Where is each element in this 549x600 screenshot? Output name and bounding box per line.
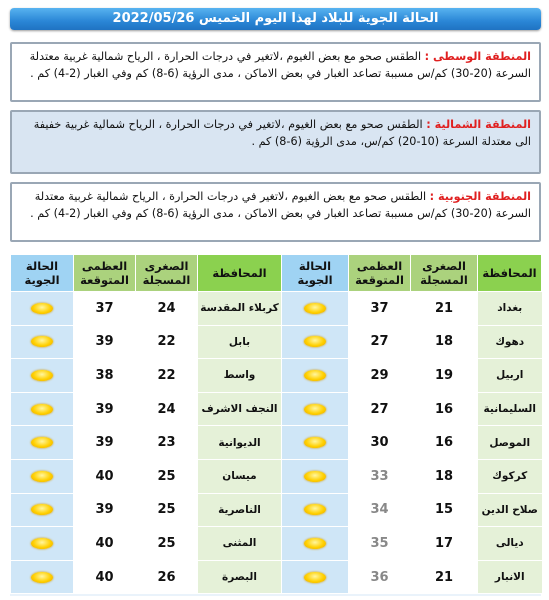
min-temp: 25 (136, 459, 198, 493)
max-temp: 40 (74, 560, 136, 594)
region-name: المنطقة الجنوبية : (429, 190, 531, 203)
condition-cell (282, 426, 349, 460)
min-temp: 22 (136, 325, 198, 359)
sun-icon (31, 572, 53, 583)
table-row (11, 493, 542, 527)
header-min: الصغرى المسجلة (411, 255, 478, 292)
min-temp: 25 (136, 493, 198, 527)
min-temp: 18 (411, 459, 478, 493)
max-temp: 40 (74, 527, 136, 561)
header-max: العظمى المتوقعة (349, 255, 411, 292)
governorate-name: كربلاء المقدسة (198, 292, 282, 326)
governorate-name: بابل (198, 325, 282, 359)
condition-cell (282, 292, 349, 326)
region-text: الطقس صحو مع بعض الغيوم ،لاتغير في درجات الحرارة ، الرياح شمالية غربية معتدلة السرعة (20-30) كم/س مسببة تصاعد الغبار في بعض الاماكن ، مدى الرؤية (6-8) كم وفي الغبار (2-4) كم . (30, 190, 531, 220)
sun-icon (304, 404, 326, 415)
governorate-name: كركوك (478, 459, 542, 493)
max-temp: 38 (74, 359, 136, 393)
table-header-row (11, 255, 542, 292)
governorate-name: دهوك (478, 325, 542, 359)
sun-icon (304, 370, 326, 381)
min-temp: 21 (411, 560, 478, 594)
max-temp: 35 (349, 527, 411, 561)
condition-cell (282, 459, 349, 493)
header-condition: الحالة الجوية (11, 255, 74, 292)
sun-icon (304, 538, 326, 549)
min-temp: 16 (411, 392, 478, 426)
governorate-name: البصرة (198, 560, 282, 594)
max-temp: 39 (74, 426, 136, 460)
condition-cell (282, 392, 349, 426)
table-row (11, 560, 542, 594)
sun-icon (304, 471, 326, 482)
region-text: الطقس صحو مع بعض الغيوم ،لاتغير في درجات الحرارة ، الرياح شمالية غربية خفيفة الى معتدلة السرعة (10-20) كم/س، مدى الرؤية (6-8) كم . (33, 118, 531, 148)
governorate-name: النجف الاشرف (198, 392, 282, 426)
governorate-name: السليمانية (478, 392, 542, 426)
min-temp: 19 (411, 359, 478, 393)
max-temp: 36 (349, 560, 411, 594)
region-north (10, 110, 541, 174)
max-temp: 39 (74, 325, 136, 359)
governorate-name: الناصرية (198, 493, 282, 527)
table-row (11, 292, 542, 326)
header-max: العظمى المتوقعة (74, 255, 136, 292)
condition-cell (11, 426, 74, 460)
min-temp: 24 (136, 392, 198, 426)
condition-cell (11, 325, 74, 359)
header-condition: الحالة الجوية (282, 255, 349, 292)
governorate-name: الموصل (478, 426, 542, 460)
min-temp: 15 (411, 493, 478, 527)
condition-cell (282, 359, 349, 393)
table-row (11, 359, 542, 393)
region-text: الطقس صحو مع بعض الغيوم ،لاتغير في درجات الحرارة ، الرياح شمالية غربية معتدلة السرعة (20-30) كم/س مسببة تصاعد الغبار في بعض الاماكن ، مدى الرؤية (6-8) كم وفي الغبار (2-4) كم . (29, 50, 531, 80)
forecast-table (10, 254, 542, 594)
max-temp: 34 (349, 493, 411, 527)
condition-cell (11, 392, 74, 426)
governorate-name: بغداد (478, 292, 542, 326)
governorate-name: المثنى (198, 527, 282, 561)
header-min: الصغرى المسجلة (136, 255, 198, 292)
sun-icon (304, 437, 326, 448)
max-temp: 29 (349, 359, 411, 393)
sun-icon (31, 370, 53, 381)
condition-cell (282, 560, 349, 594)
forecast-table-wrapper (10, 254, 541, 596)
weather-report (2, 2, 547, 598)
sun-icon (31, 336, 53, 347)
max-temp: 37 (349, 292, 411, 326)
governorate-name: الديوانية (198, 426, 282, 460)
sun-icon (31, 504, 53, 515)
min-temp: 21 (411, 292, 478, 326)
sun-icon (31, 303, 53, 314)
sun-icon (31, 471, 53, 482)
governorate-name: واسط (198, 359, 282, 393)
min-temp: 16 (411, 426, 478, 460)
table-row (11, 426, 542, 460)
governorate-name: ديالى (478, 527, 542, 561)
condition-cell (11, 459, 74, 493)
sun-icon (304, 336, 326, 347)
max-temp: 30 (349, 426, 411, 460)
governorate-name: ميسان (198, 459, 282, 493)
min-temp: 25 (136, 527, 198, 561)
governorate-name: الانبار (478, 560, 542, 594)
max-temp: 33 (349, 459, 411, 493)
max-temp: 27 (349, 325, 411, 359)
table-body (11, 292, 542, 594)
min-temp: 17 (411, 527, 478, 561)
report-title: الحالة الجوية للبلاد لهذا اليوم الخميس 2022/05/26 (10, 8, 541, 30)
governorate-name: صلاح الدين (478, 493, 542, 527)
sun-icon (304, 504, 326, 515)
condition-cell (282, 493, 349, 527)
condition-cell (11, 493, 74, 527)
condition-cell (11, 292, 74, 326)
min-temp: 18 (411, 325, 478, 359)
table-row (11, 325, 542, 359)
max-temp: 27 (349, 392, 411, 426)
min-temp: 22 (136, 359, 198, 393)
table-row (11, 459, 542, 493)
sun-icon (304, 303, 326, 314)
max-temp: 37 (74, 292, 136, 326)
region-central (10, 42, 541, 102)
max-temp: 39 (74, 493, 136, 527)
sun-icon (31, 538, 53, 549)
min-temp: 24 (136, 292, 198, 326)
table-row (11, 527, 542, 561)
condition-cell (282, 527, 349, 561)
region-south (10, 182, 541, 242)
region-name: المنطقة الشمالية : (426, 118, 531, 131)
min-temp: 26 (136, 560, 198, 594)
max-temp: 39 (74, 392, 136, 426)
table-row (11, 392, 542, 426)
condition-cell (11, 560, 74, 594)
region-name: المنطقة الوسطى : (424, 50, 531, 63)
condition-cell (282, 325, 349, 359)
sun-icon (304, 572, 326, 583)
governorate-name: اربيل (478, 359, 542, 393)
condition-cell (11, 359, 74, 393)
sun-icon (31, 437, 53, 448)
header-governorate: المحافظة (478, 255, 542, 292)
sun-icon (31, 404, 53, 415)
header-governorate: المحافظة (198, 255, 282, 292)
max-temp: 40 (74, 459, 136, 493)
condition-cell (11, 527, 74, 561)
min-temp: 23 (136, 426, 198, 460)
